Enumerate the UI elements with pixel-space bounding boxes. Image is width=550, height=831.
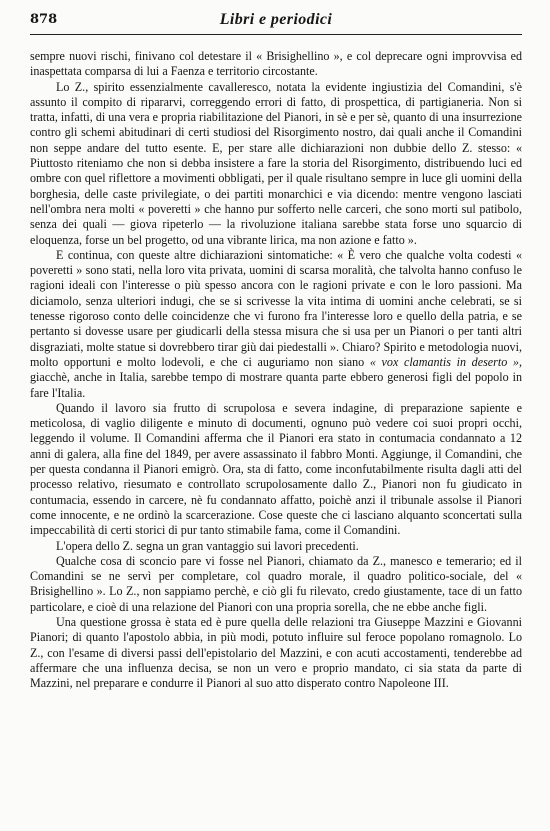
- paragraph: Una questione grossa è stata ed è pure quella delle relazioni tra Giuseppe Mazzini e Giovanni Pianori; di quanto l'apostolo abbia, in più modi, potuto influire sul feroce popolano romagnolo. Lo Z., con l'esame di diversi passi dell'epistolario del Mazzini, e con acuti accostamenti, tenderebbe ad affermare che una influenza decisa, se non un vero e proprio mandato, ci sia stata da parte di Mazzini, nel preparare e condurre il Pianori al suo atto disperato contro Napoleone III.: [30, 614, 522, 691]
- paragraph: Qualche cosa di sconcio pare vi fosse nel Pianori, chiamato da Z., manesco e temerario; ed il Comandini se ne servì per completare, col quadro morale, il quadro politico-sociale, del « Brisighellino ». Lo Z., non sappiamo perchè, e ciò gli fu rilevato, credo giustamente, tace di un fatto particolare, e cioè di una relazione del Pianori con una propria sorella, che ne ebbe anche figli.: [30, 553, 522, 614]
- page-number: 878: [30, 12, 58, 27]
- paragraph: Quando il lavoro sia frutto di scrupolosa e severa indagine, di preparazione sapiente e meticolosa, di vaglio diligente e minuto di documenti, ognuno può vedere coi suoi propri occhi, leggendo il volume. Il Comandini afferma che il Pianori era stato in contumacia condannato a 12 anni di galera, alla fine del 1849, per avere assassinato il fabbro Monti. Aggiunge, il Comandini, che per questa condanna il Pianori emigrò. Ora, sta di fatto, come inconfutabilmente risulta dagli atti del processo relativo, riesumato e controllato scrupolosamente dallo Z., Pianori non fu giudicato in contumacia, essendo in carcere, nè fu condannato affatto, poichè anzi il tribunale assolse il Pianori come innocente, e ne ordinò la scarcerazione. Cose queste che ci lasciano alquanto sconcertati sulla impeccabilità di certi storici di pur tanto stimabile fama, come il Comandini.: [30, 400, 522, 538]
- running-title: Libri e periodici: [219, 11, 333, 28]
- paragraph: L'opera dello Z. segna un gran vantaggio sui lavori precedenti.: [56, 538, 359, 553]
- paragraph: [30, 248, 522, 401]
- body-text: [30, 49, 522, 691]
- paragraph-text: E continua, con queste altre dichiarazioni sintomatiche: « È vero che qualche volta codesti « poveretti » sono stati, nella loro vita privata, uomini di scarsa moralità, che talvolta hanno confuso le ragioni ideali con l'interesse o più spesso ancora con le ragioni private e con le loro passioni. Ma diciamolo, senza ulteriori indugi, che se si scrivesse la vita intima di uomini anche celebrati, se si tenesse rigoroso conto delle coincidenze che vi furono fra l'interesse loro e quello della patria, e se pertanto si dovesse usare per giudicarli della stessa misura che si usa per un Pianori o per tanti altri disgraziati, molte statue si dovrebbero tirar giù dai piedestalli ». Chiaro? Spirito e metodologia nuovi, molto opportuni e molto lodevoli, e che ci auguriamo non siano: [30, 247, 522, 369]
- header-rule: [30, 34, 522, 35]
- paragraph-text: , giacchè, anche in Italia, sarebbe tempo di mostrare quanta parte ebbero generosi figli del popolo in fare l'Italia.: [30, 354, 523, 400]
- paragraph: Lo Z., spirito essenzialmente cavalleresco, notata la evidente ingiustizia del Comandini, s'è assunto il compito di ripararvi, correggendo errori di fatto, di prospettica, di partigianeria. Non si tratta, infatti, di una vera e propria riabilitazione del Pianori, in sè e per sè, quanto di una insurrezione contro gli schemi abitudinari di certi studiosi del Risorgimento nostro, dai quali anche il Comandini non seppe andare del tutto esente. E, per stare alle dichiarazioni non dubbie dello Z. stesso: « Piuttosto riteniamo che non si debba insistere a fare la storia del Risorgimento, distribuendo luci ed ombre con quel riflettore a movimenti obbligati, per il quale risultano sempre in luce gli uomini della borghesia, delle caste privilegiate, o dei partiti monarchici e via dicendo: mentre vengono lasciati nell'ombra nera molti « poveretti » che hanno pur sofferto nelle carceri, che sono morti sul patibolo, senza dei quali — giova ripeterlo — la rivoluzione italiana sarebbe stata forse uno squarcio di eloquenza, forse un bel progetto, od una vibrante lirica, ma non azione e fatto ».: [30, 79, 522, 247]
- paragraph: sempre nuovi rischi, finivano col detestare il « Brisighellino », e col deprecare ogni improvvisa ed inaspettata comparsa di lui a Faenza e territorio circostante.: [30, 49, 522, 79]
- latin-quote: « vox clamantis in deserto »: [369, 354, 519, 369]
